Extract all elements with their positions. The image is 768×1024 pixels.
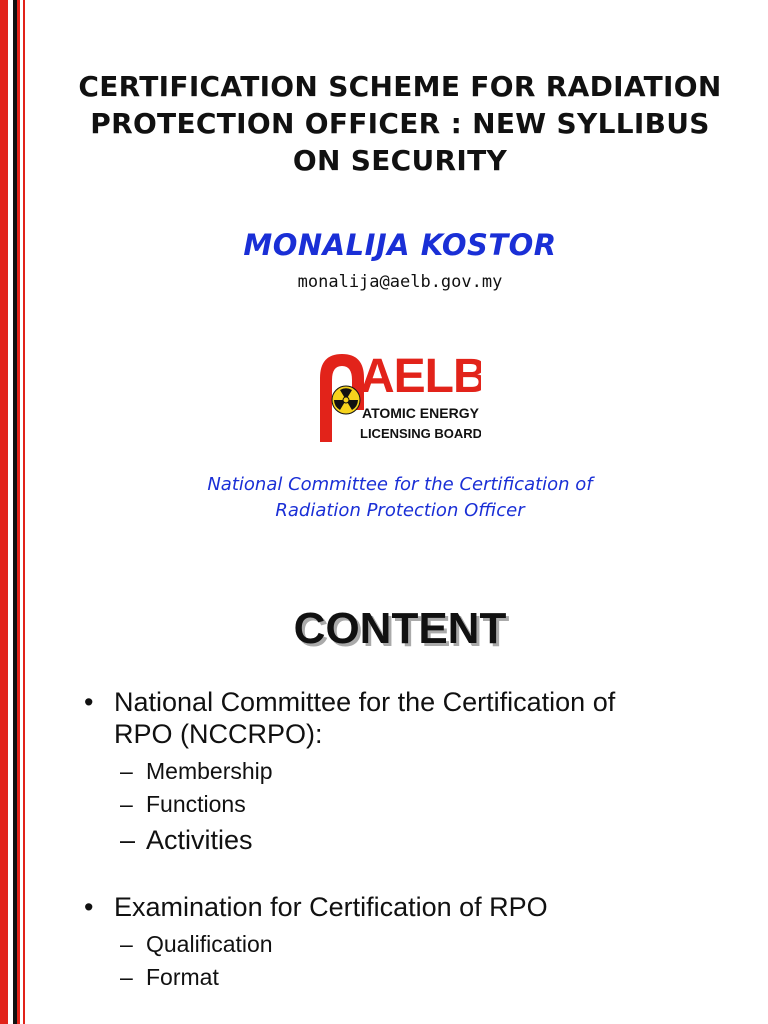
left-border-red-thin bbox=[23, 0, 25, 1024]
committee-line: Radiation Protection Officer bbox=[275, 500, 525, 521]
slide-title-line: PROTECTION OFFICER : NEW SYLLIBUS bbox=[90, 107, 710, 140]
bullet: • bbox=[84, 687, 94, 717]
content-heading: CONTENT bbox=[293, 604, 507, 653]
slide-title-line: CERTIFICATION SCHEME FOR RADIATION bbox=[78, 70, 722, 103]
sub-item: – Membership bbox=[120, 758, 273, 784]
list-item-text: Examination for Certification of RPO bbox=[114, 892, 548, 922]
sub-item-text: Activities bbox=[146, 825, 253, 855]
list-item-text: RPO (NCCRPO): bbox=[114, 719, 323, 749]
slide-title-line: ON SECURITY bbox=[292, 144, 508, 177]
author-email: monalija@aelb.gov.my bbox=[297, 272, 503, 292]
logo-line2: LICENSING BOARD bbox=[360, 426, 481, 441]
author-name: MONALIJA KOSTOR bbox=[243, 228, 557, 262]
logo-letters: AELB bbox=[360, 350, 481, 403]
left-border-red bbox=[0, 0, 8, 1024]
logo-line1: ATOMIC ENERGY bbox=[362, 405, 479, 421]
committee-line: National Committee for the Certification of bbox=[207, 474, 593, 495]
sub-item-text: Functions bbox=[146, 791, 246, 817]
list-item bbox=[84, 686, 744, 750]
list-item bbox=[84, 891, 744, 923]
bullet: • bbox=[84, 892, 94, 922]
sub-item-text: Membership bbox=[146, 758, 273, 784]
slide-title bbox=[40, 68, 760, 179]
committee-name bbox=[40, 472, 760, 524]
sub-item-text: Qualification bbox=[146, 931, 273, 957]
list-item-text: National Committee for the Certification of bbox=[114, 687, 616, 717]
radiation-trefoil-icon bbox=[332, 386, 360, 414]
sub-item: – Format bbox=[120, 964, 219, 990]
sub-item: – Qualification bbox=[120, 931, 273, 957]
content-list bbox=[84, 686, 744, 994]
sub-item-text: Format bbox=[146, 964, 219, 990]
aelb-logo bbox=[316, 350, 481, 442]
sub-item: – Functions bbox=[120, 791, 246, 817]
sub-item: – Activities bbox=[120, 825, 253, 855]
left-border-red-inner bbox=[17, 0, 20, 1024]
